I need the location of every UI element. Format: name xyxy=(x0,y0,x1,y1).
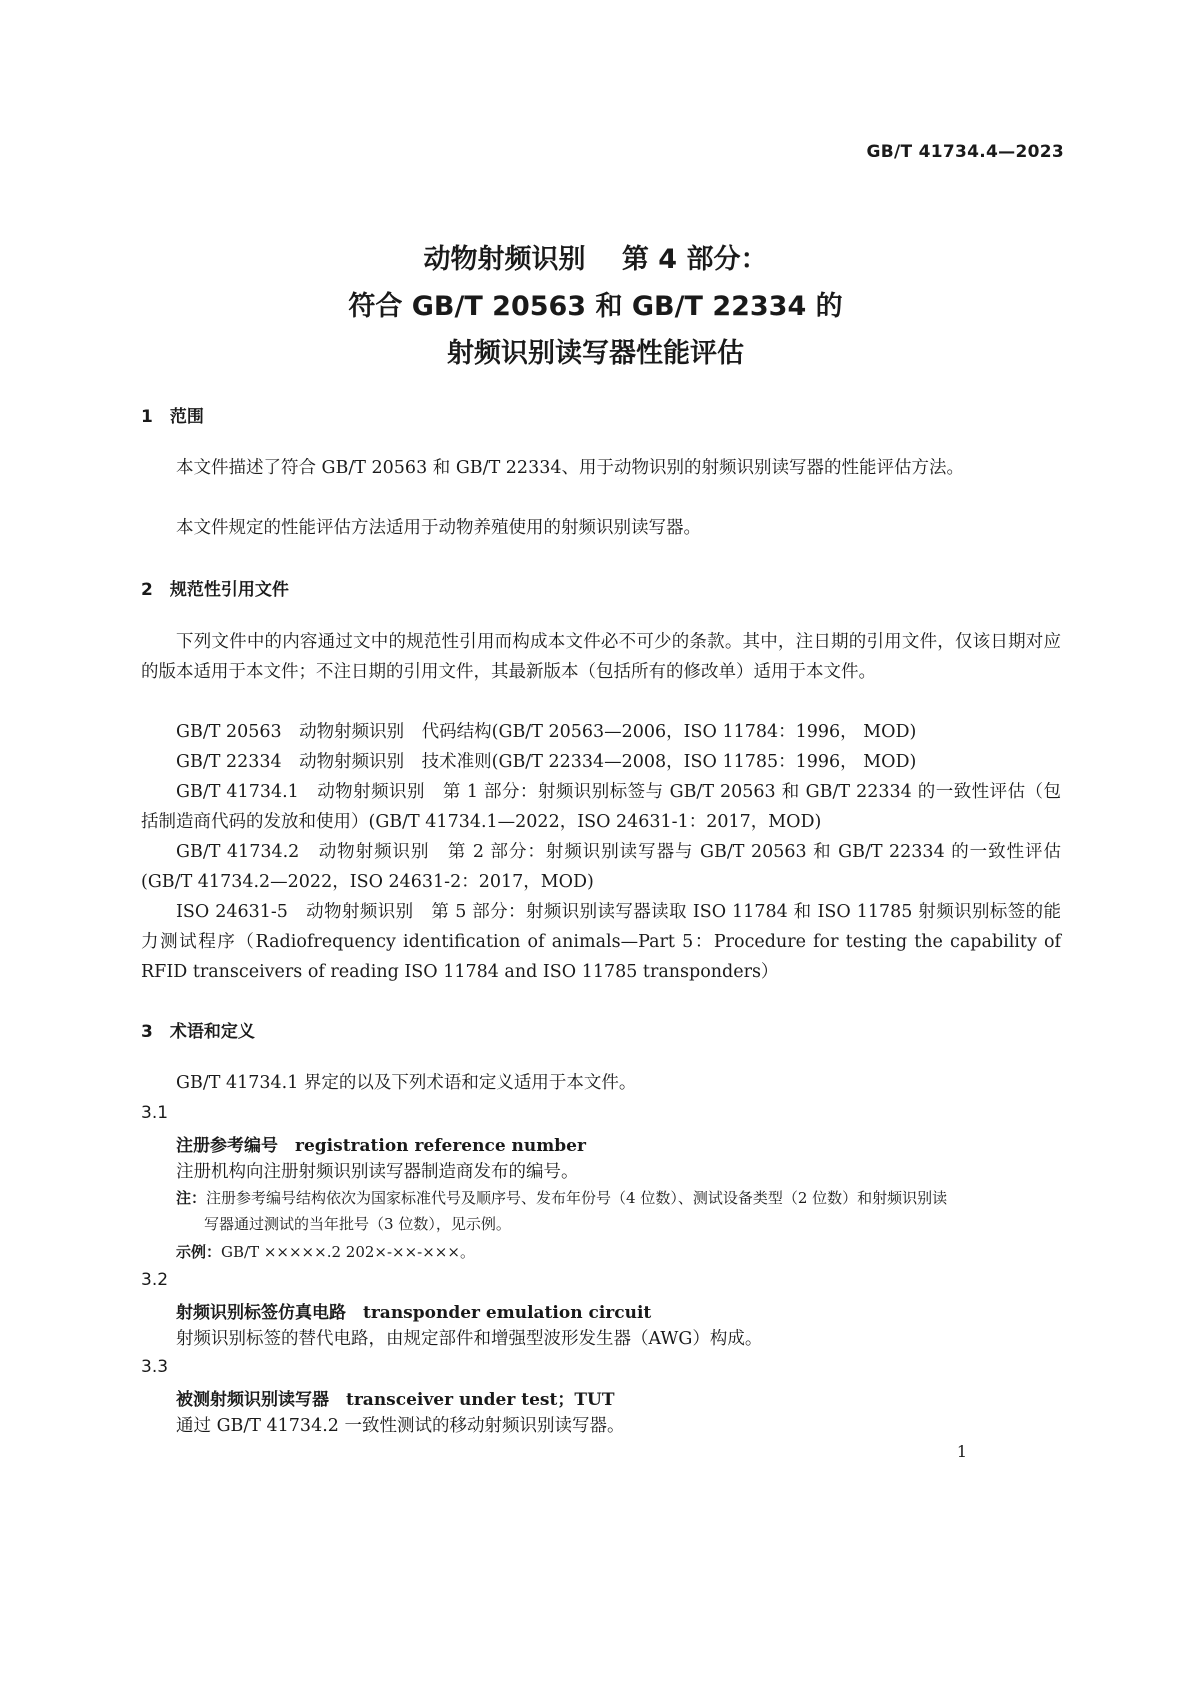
reference-item: GB/T 41734.2 动物射频识别 第 2 部分：射频识别读写器与 GB/T 20563 和 GB/T 22334 的一致性评估(GB/T 41734.2—2022，ISO 24631-2：2017，MOD) xyxy=(141,842,1061,892)
note-line-1: 注册参考编号结构依次为国家标准代号及顺序号、发布年份号（4 位数）、测试设备类型（2 位数）和射频识别读 xyxy=(206,1189,948,1207)
term-number: 3.2 xyxy=(141,1270,169,1290)
example-text: GB/T ×××××.2 202×-××-×××。 xyxy=(221,1243,475,1261)
reference-item: GB/T 22334 动物射频识别 技术准则(GB/T 22334—2008，ISO 11785：1996， MOD) xyxy=(176,752,917,772)
title-line-2: 符合 GB/T 20563 和 GB/T 22334 的 xyxy=(348,291,843,322)
document-title xyxy=(0,236,1191,377)
standard-code: GB/T 41734.4—2023 xyxy=(866,142,1064,162)
term-english: transponder emulation circuit xyxy=(363,1303,652,1323)
note-label: 注： xyxy=(176,1189,207,1207)
term-title xyxy=(176,1385,614,1410)
section-1-paragraph-2: 本文件规定的性能评估方法适用于动物养殖使用的射频识别读写器。 xyxy=(176,518,701,538)
term-number: 3.1 xyxy=(141,1103,169,1123)
section-3-intro: GB/T 41734.1 界定的以及下列术语和定义适用于本文件。 xyxy=(176,1073,637,1093)
example-label: 示例： xyxy=(176,1243,222,1261)
term-example xyxy=(176,1239,1061,1265)
term-english: registration reference number xyxy=(295,1136,586,1156)
reference-item: GB/T 41734.1 动物射频识别 第 1 部分：射频识别标签与 GB/T 20563 和 GB/T 22334 的一致性评估（包括制造商代码的发放和使用）(GB/T 41734.1—2022，ISO 24631-1：2017，MOD) xyxy=(141,782,1061,832)
section-2-heading: 2 规范性引用文件 xyxy=(141,580,289,600)
term-definition: 通过 GB/T 41734.2 一致性测试的移动射频识别读写器。 xyxy=(176,1416,625,1436)
page-number: 1 xyxy=(956,1442,967,1461)
note-line-2: 写器通过测试的当年批号（3 位数），见示例。 xyxy=(204,1215,511,1233)
term-title xyxy=(176,1131,586,1156)
term-note xyxy=(176,1185,1061,1237)
term-number: 3.3 xyxy=(141,1357,169,1377)
section-1-heading: 1 范围 xyxy=(141,407,204,427)
reference-item: GB/T 20563 动物射频识别 代码结构(GB/T 20563—2006，ISO 11784：1996， MOD) xyxy=(176,722,917,742)
reference-item: ISO 24631-5 动物射频识别 第 5 部分：射频识别读写器读取 ISO 11784 和 ISO 11785 射频识别标签的能力测试程序（Radiofrequency identification of animals—Part 5：Procedure for testing the capability of RFID transceivers of reading ISO 11784 and ISO 11785 transponders） xyxy=(141,902,1061,982)
term-chinese: 注册参考编号 xyxy=(176,1136,278,1156)
term-definition: 射频识别标签的替代电路，由规定部件和增强型波形发生器（AWG）构成。 xyxy=(176,1329,763,1349)
title-line-3: 射频识别读写器性能评估 xyxy=(447,338,744,369)
term-title xyxy=(176,1298,651,1323)
section-1-paragraph-1: 本文件描述了符合 GB/T 20563 和 GB/T 22334、用于动物识别的射频识别读写器的性能评估方法。 xyxy=(176,458,964,478)
term-english: transceiver under test；TUT xyxy=(346,1390,615,1410)
term-definition: 注册机构向注册射频识别读写器制造商发布的编号。 xyxy=(176,1162,579,1182)
title-line-1: 动物射频识别 第 4 部分： xyxy=(423,244,768,275)
term-chinese: 被测射频识别读写器 xyxy=(176,1390,329,1410)
term-chinese: 射频识别标签仿真电路 xyxy=(176,1303,346,1323)
section-3-heading: 3 术语和定义 xyxy=(141,1022,255,1042)
section-2-intro: 下列文件中的内容通过文中的规范性引用而构成本文件必不可少的条款。其中，注日期的引用文件，仅该日期对应的版本适用于本文件；不注日期的引用文件，其最新版本（包括所有的修改单）适用于本文件。 xyxy=(141,632,1061,682)
